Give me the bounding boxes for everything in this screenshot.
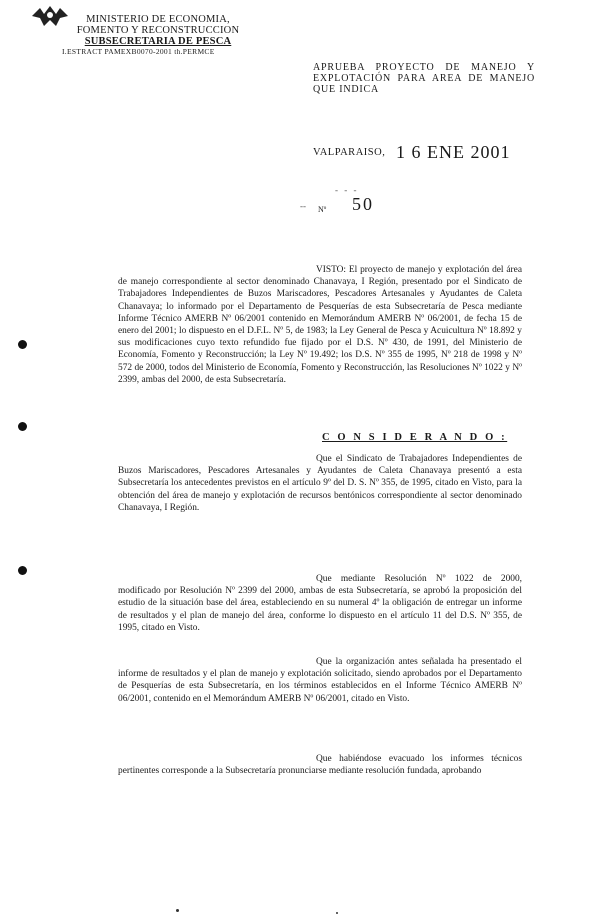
scan-speck xyxy=(176,909,179,912)
ministry-line-1: MINISTERIO DE ECONOMIA, xyxy=(86,14,230,25)
ministry-line-2: FOMENTO Y RECONSTRUCCION xyxy=(76,25,240,36)
subsecretariat-line: SUBSECRETARIA DE PESCA xyxy=(84,36,232,47)
considerando-paragraph-3: Que la organización antes señalada ha presentado el informe de resultados y el plan de manejo y explotación solicitado, siendo aprobados por el Departamento de Pesquerías de esta Subsecretaría, en los términos establecidos en el Informe Técnico AMERB Nº 06/2001, contenido en el Memorándum AMERB Nº 06/2001, citado en Visto. xyxy=(118,657,522,704)
considerando-paragraph-4: Que habiéndose evacuado los informes técnicos pertinentes corresponde a la Subsecretaría pronunciarse mediante resolución fundada, aprobando xyxy=(118,754,522,777)
visto-paragraph: VISTO: El proyecto de manejo y explotación del área de manejo correspondiente al sector denominado Chanavaya, I Región, presentado por el Sindicato de Trabajadores Independientes de Buzos Mariscadores, Pescadores Artesanales y Ayudantes de Caleta Chanavaya; lo informado por el Departamento de Pesquerías de esta Subsecretaría de Pesca mediante Informe Técnico AMERB Nº 06/2001 contenido en Memorándum AMERB Nº 06/2001, de fecha 15 de enero del 2001; lo dispuesto en el D.F.L. Nº 5, de 1983; la Ley General de Pesca y Acuicultura Nº 18.892 y sus modificaciones cuyo texto refundido fue fijado por el D.S. Nº 430, de 1991, del Ministerio de Economía, Fomento y Reconstrucción; la Ley Nº 19.492; los D.S. Nº 355 de 1995, Nº 218 de 1998 y Nº 572 de 2000, todos del Ministerio de Economía, Fomento y Reconstrucción, las Resoluciones Nº 1022 y Nº 2399, ambas del 2000, de esta Subsecretaría. xyxy=(118,265,522,385)
considerando-paragraph-2: Que mediante Resolución Nº 1022 de 2000, modificado por Resolución Nº 2399 del 2000, ambas de esta Subsecretaría, se aprobó la proposición del estudio de la situación base del área, estableciendo en su numeral 4º la obligación de entregar un informe de resultados y el plan de manejo del área, conforme lo dispuesto en el artículo 11 del D.S. Nº 355, de 1995, citado en Visto. xyxy=(118,574,522,633)
resolution-number-label: Nº xyxy=(318,205,327,214)
resolution-number: 50 xyxy=(352,194,374,214)
date-stamp: 1 6 ENE 2001 xyxy=(396,142,511,162)
punch-hole xyxy=(18,422,27,431)
divider: - - - xyxy=(335,185,359,195)
divider: -- xyxy=(300,201,306,211)
considerando-paragraph-1: Que el Sindicato de Trabajadores Independientes de Buzos Mariscadores, Pescadores Artesanales y Ayudantes de Caleta Chanavaya presentó a esta Subsecretaría los antecedentes previstos en el artículo 9º del D. S. Nº 355, de 1995, citado en Visto, para la obtención del área de manejo y explotación de recursos bentónicos correspondiente al sector denominado Chanavaya, I Región. xyxy=(118,454,522,513)
punch-hole xyxy=(18,566,27,575)
reference-code: I.ESTRACT PAMEXB0070-2001 th.PERMCE xyxy=(62,47,215,56)
punch-hole xyxy=(18,340,27,349)
place-label: VALPARAISO, xyxy=(313,147,386,158)
scan-speck xyxy=(336,912,338,914)
letterhead xyxy=(58,14,258,57)
considerando-heading: C O N S I D E R A N D O : xyxy=(322,432,508,443)
subject-text: APRUEBA PROYECTO DE MANEJO Y EXPLOTACIÓN PARA AREA DE MANEJO QUE INDICA xyxy=(313,62,535,95)
